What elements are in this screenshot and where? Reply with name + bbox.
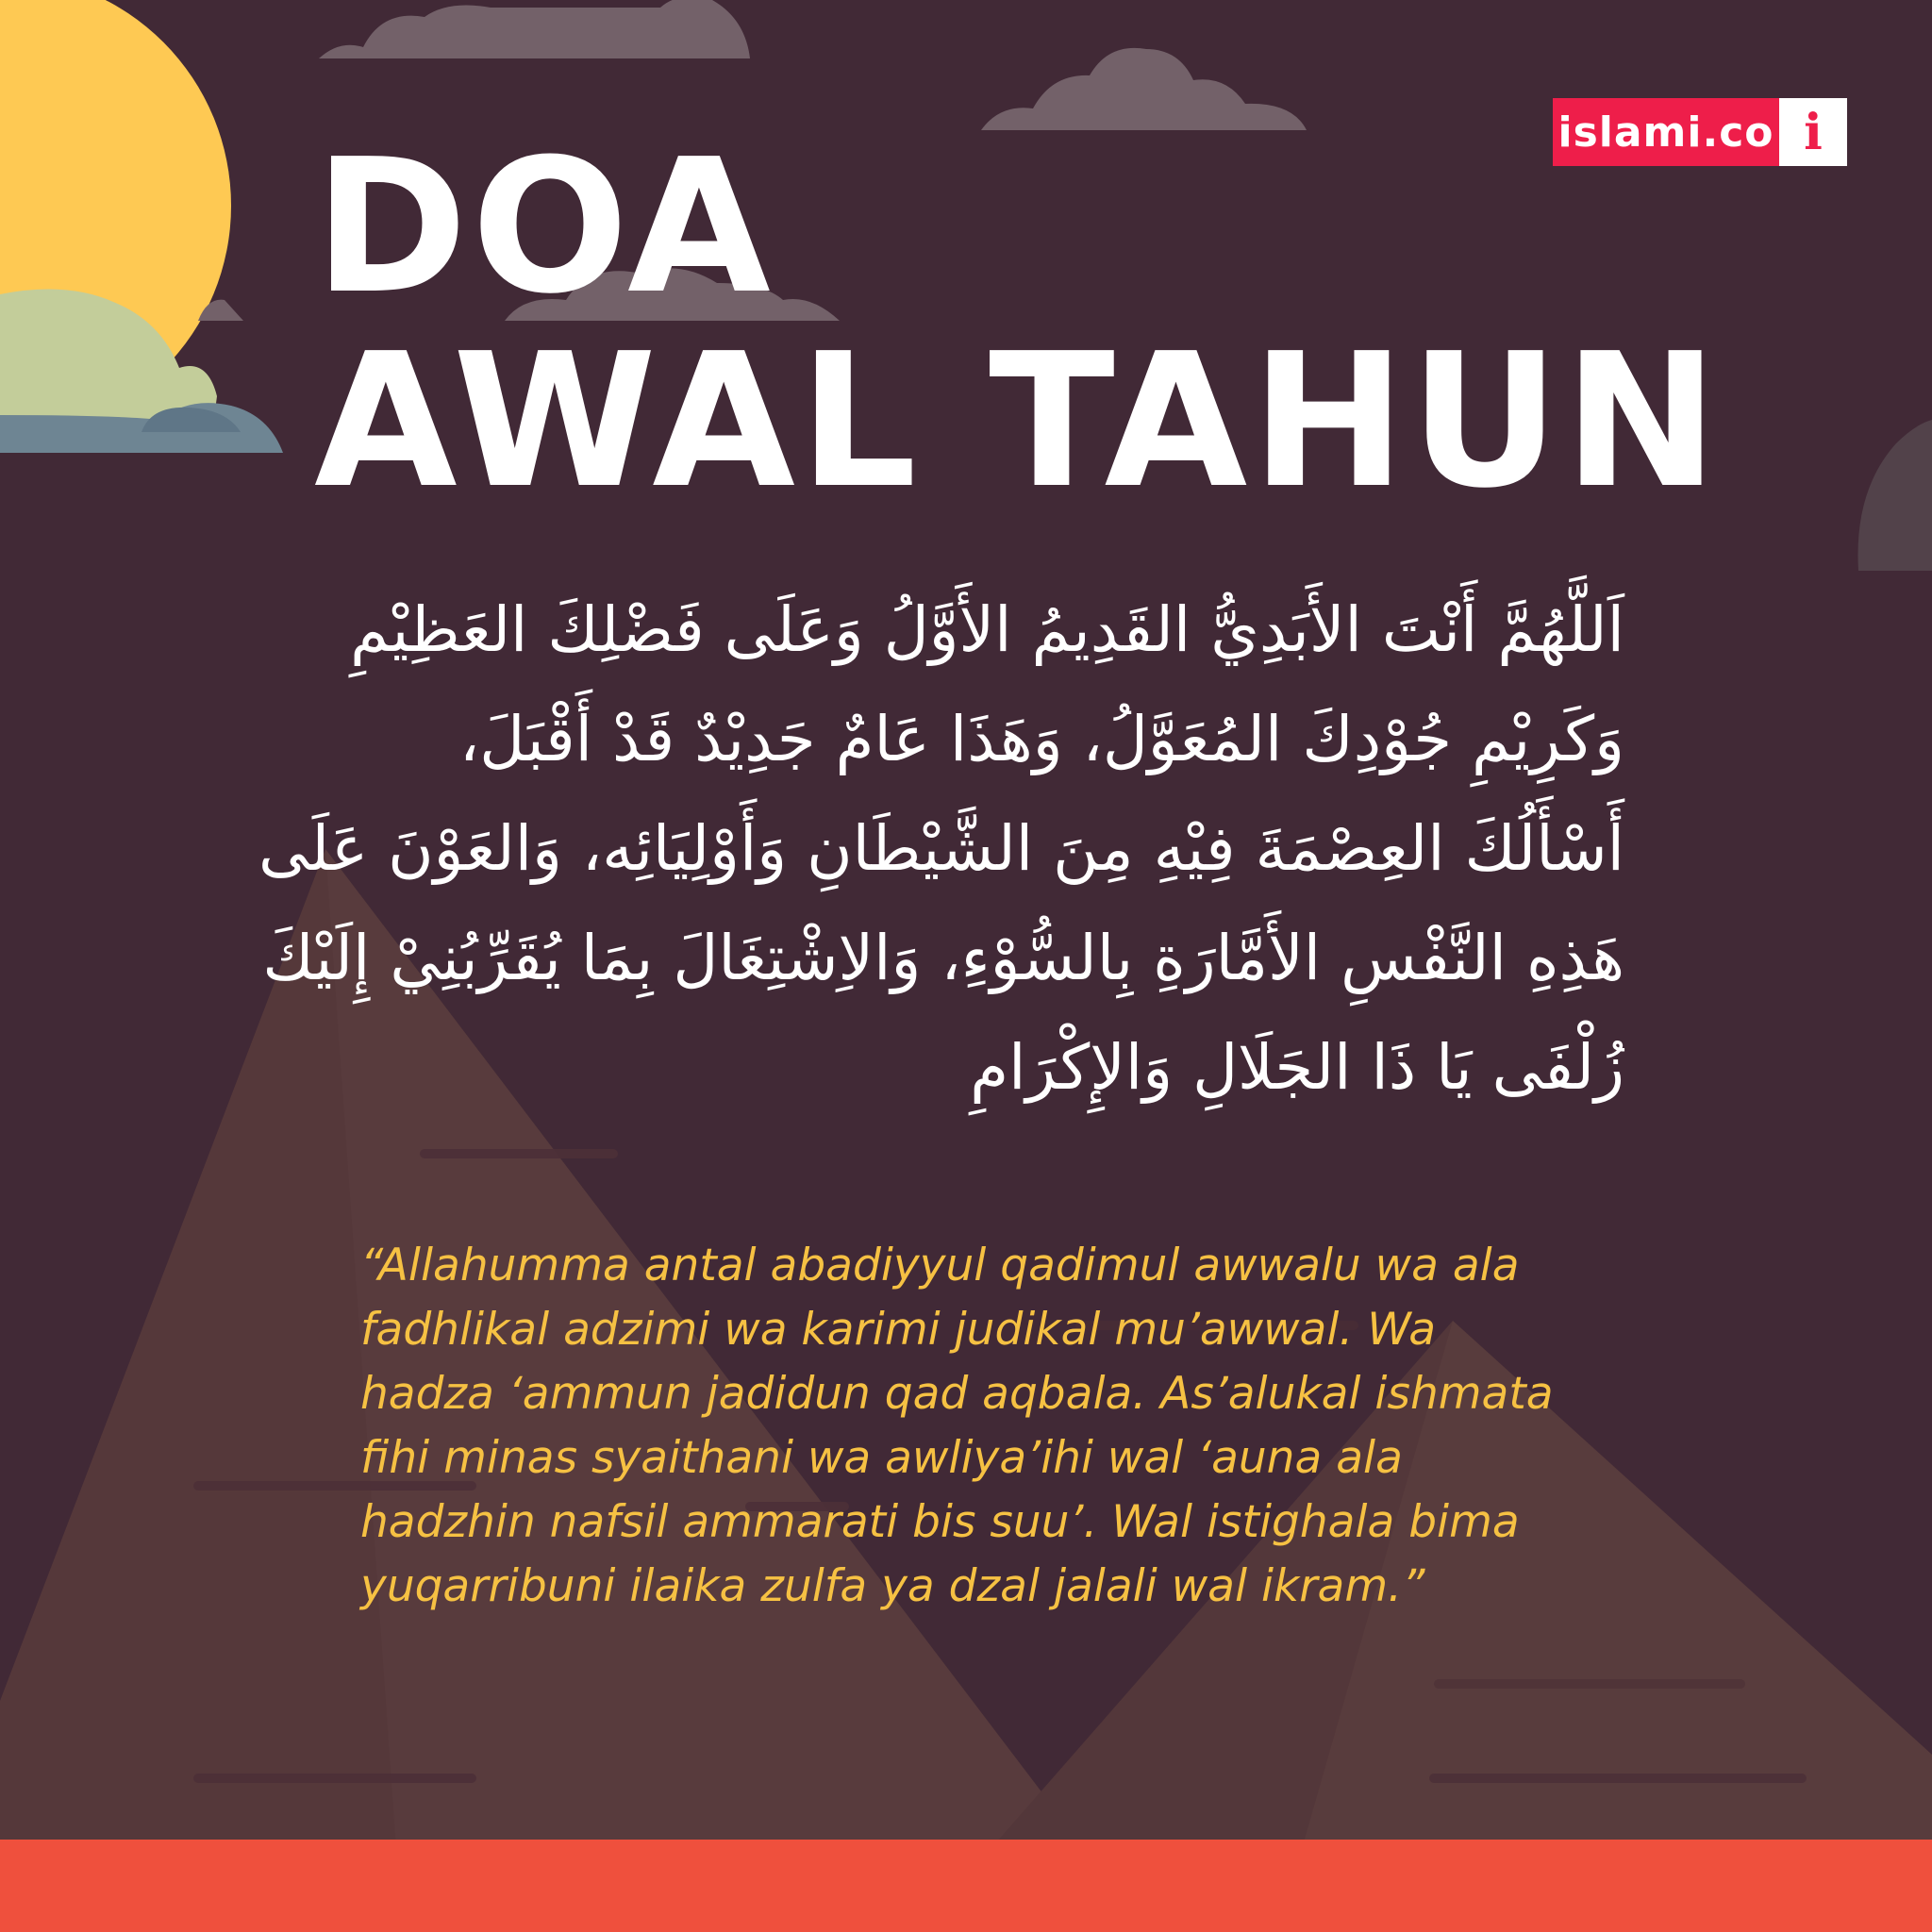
arabic-line: هَذِهِ النَّفْسِ الأَمَّارَةِ بِالسُّوْءِ، وَالاِشْتِغَالَ بِمَا يُقَرِّبُنِيْ إِلَيْكَ xyxy=(262,922,1624,994)
arabic-line: وَكَرِيْمِ جُوْدِكَ المُعَوَّلُ، وَهَذَا عَامٌ جَدِيْدٌ قَدْ أَقْبَلَ، xyxy=(458,703,1624,775)
footer-band xyxy=(0,1840,1932,1932)
transliteration-line: fadhlikal adzimi wa karimi judikal mu’awwal. Wa xyxy=(360,1304,1437,1356)
title-line: AWAL TAHUN xyxy=(314,314,1723,529)
brand-mark-icon: i xyxy=(1779,98,1847,166)
arabic-line: أَسْأَلُكَ العِصْمَةَ فِيْهِ مِنَ الشَّيْطَانِ وَأَوْلِيَائِه، وَالعَوْنَ عَلَى xyxy=(258,812,1624,885)
transliteration-line: yuqarribuni ilaika zulfa ya dzal jalali wal ikram.” xyxy=(360,1560,1425,1612)
transliteration-line: “Allahumma antal abadiyyul qadimul awwalu wa ala xyxy=(360,1240,1520,1291)
cloud-icon xyxy=(981,48,1307,130)
transliteration-line: fihi minas syaithani wa awliya’ihi wal ‘auna ala xyxy=(360,1432,1403,1484)
cloud-icon xyxy=(1858,420,1932,571)
arabic-line: اَللَّهُمَّ أَنْتَ الأَبَدِيُّ القَدِيمُ الأَوَّلُ وَعَلَى فَضْلِكَ العَظِيْمِ xyxy=(350,593,1624,666)
brand-wordmark: islami.co xyxy=(1553,98,1779,166)
transliteration-line: hadzhin nafsil ammarati bis suu’. Wal istighala bima xyxy=(360,1496,1520,1548)
transliteration xyxy=(360,1234,1681,1619)
transliteration-line: hadza ‘ammun jadidun qad aqbala. As’alukal ishmata xyxy=(360,1368,1554,1420)
arabic-line: زُلْفَى يَا ذَا الجَلَالِ وَالإِكْرَامِ xyxy=(970,1031,1624,1104)
cloud-icon xyxy=(319,0,750,58)
title-line: DOA xyxy=(314,120,774,335)
arabic-prayer xyxy=(258,575,1624,1123)
